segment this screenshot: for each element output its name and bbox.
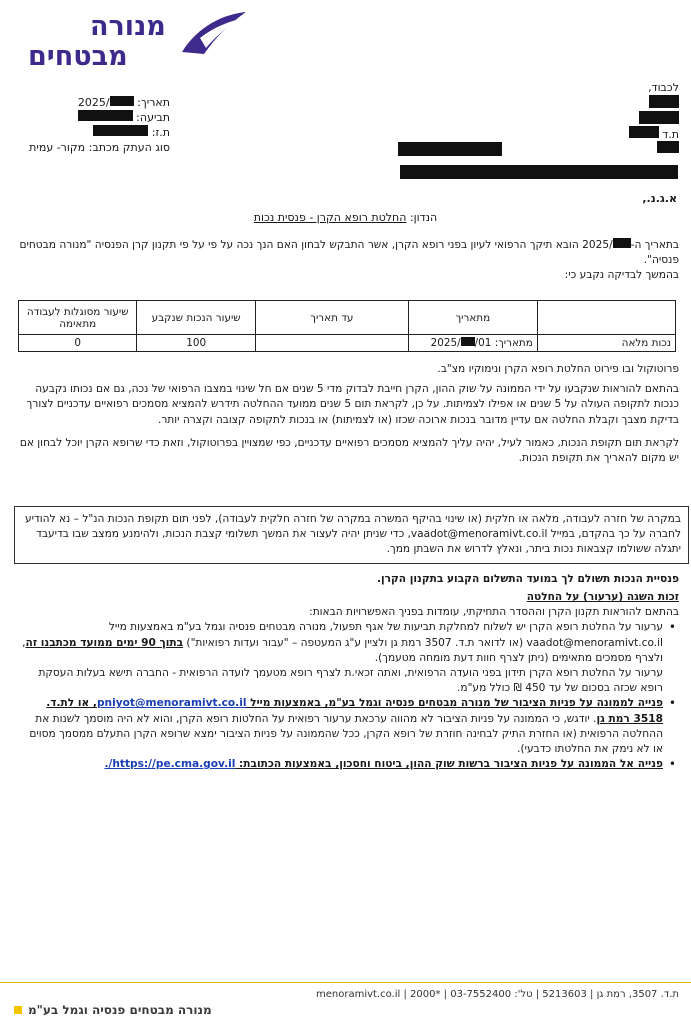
- logo-line-1: מנורה: [90, 11, 166, 42]
- recipient-pobox: [379, 126, 679, 141]
- redaction: [649, 95, 679, 108]
- id-label: ת.ז:: [151, 126, 170, 139]
- subject-label: הנדון:: [409, 211, 438, 224]
- redaction: [461, 337, 475, 346]
- intro-followup: בהמשך לבדיקה נקבע כי:: [564, 269, 679, 282]
- notice-text-2: , כדי שניתן יהיה לעצור את המשך תשלומי קצבת הנכות, ולהימנע ממצב שבו בדיעבד יתגלה ששולמו קצבאות נכות ביתר, ונאלץ לדרוש את השבתן ממך.: [36, 528, 681, 556]
- appeal-deadline: בתוך 90 ימים ממועד מכתבנו זה: [25, 636, 184, 649]
- footer-brand-mark: [14, 1006, 22, 1014]
- redaction: [629, 126, 659, 138]
- body-paragraphs: [18, 362, 679, 466]
- table-header-row: [19, 301, 676, 335]
- meta-date: [20, 95, 170, 110]
- from-year: /2025: [430, 337, 461, 349]
- table-cell-type: נכות מלאה: [537, 335, 675, 352]
- claim-label: תביעה:: [136, 111, 170, 124]
- logo-line-2: מבטחים: [28, 41, 128, 72]
- table-cell-rate: 100: [137, 335, 255, 352]
- table-header-cell: מתאריך: [408, 301, 537, 335]
- footer-company: מנורה מבטחים פנסיה וגמל בע"מ: [28, 1003, 212, 1017]
- instructions-paragraph: בהתאם להוראות שנקבעו על ידי הממונה על שוק ההון, הקרן חייבת לבדוק מדי 5 שנים אם חל שינוי במצבו הרפואי של נכה, גם אם נכותו נקבעה כנכות לתקופה העולה על 5 שנים או אפילו לצמיתות. על כן, לקראת תום 5 שנים ממועד ההחלטה תידרש להמציא מסמכים רפואיים עדכניים לצורך בדיקת מצבך וקבלת החלטה אם עדיין מדובר בנכות ארוכה שכזו (או לצמיתות) או בנכות לתקופה קצובה וקצרה יותר.: [26, 383, 679, 426]
- recipient-street: [379, 111, 679, 126]
- company-logo: [28, 8, 248, 78]
- table-header-cell: [537, 301, 675, 335]
- intro-text: בתאריך ה-: [630, 239, 679, 251]
- logo-swoosh-icon: [178, 8, 248, 58]
- appeal-options-list: [18, 620, 679, 772]
- protocol-paragraph: פרוטוקול ובו פירוט החלטת רופא הקרן ונימוקיו מצ"ב.: [437, 363, 679, 375]
- from-prefix: מתאריך: 01/: [474, 337, 533, 349]
- footer-divider: [0, 982, 691, 983]
- redaction: [93, 125, 148, 136]
- copy-type: סוג העתק מכתב: מקור- עמית: [29, 141, 170, 154]
- appeal-option-1-text: ערעור על החלטת רופא הקרן יש לשלוח למחלקת תביעות של אגף תפעול, מנורה מבטחים פנסיה וגמל בע"מ באמצעות מייל vaadot@menoramivt.co.il (או לדואר ת.ד. 3507 רמת גן ולציין ע"ג המעטפה – "עבור ועדות רפואיות"): [108, 621, 663, 649]
- table-header-cell: שיעור הנכות שנקבע: [137, 301, 255, 335]
- appeal-option-1-committee: ערעור על החלטת רופא הקרן תידון בפני הועדה הרפואית, ואתה זכאי.ת לצרף רופא מטעמך לועדה הרפואית - החברה תישא בעלות העסקת רופא שכזה בסכום של עד 450 ₪ כולל מע"מ.: [38, 667, 663, 695]
- redaction: [657, 141, 679, 153]
- end-period-paragraph: לקראת תום תקופת הנכות, כאמור לעיל, יהיה עליך להמציא מסמכים רפואיים עדכניים, כפי שמצויין בפרוטוקול, וזאת כדי שרופא הקרן יוכל לבחון אם יש מקום להאריך את תקופת הנכות.: [19, 436, 679, 465]
- intro-text-2: הובא תיקך הרפואי לעיון בפני רופא הקרן, אשר התבקש לבחון האם הנך נכה על פי על פי תקנון קרן הפנסיה "מנורה מבטחים פנסיה".: [19, 239, 679, 267]
- table-header-cell: עד תאריך: [255, 301, 408, 335]
- intro-paragraph: [18, 238, 679, 284]
- list-item: [18, 757, 663, 772]
- redaction: [639, 111, 679, 124]
- table-cell-capability: 0: [19, 335, 137, 352]
- pniyot-email-link[interactable]: pniyot@menoramivt.co.il: [96, 697, 247, 710]
- salutation: א.ג.נ.,: [642, 192, 677, 205]
- list-item: [18, 620, 663, 696]
- return-to-work-notice: [14, 506, 689, 564]
- redaction: [400, 165, 678, 179]
- notice-text: במקרה של חזרה לעבודה, מלאה או חלקית (או שינוי בהיקף המשרה במקרה של חזרה חלקית לעבודה), לפני תום תקופת הנכות הנ"ל – נא להודיע לחברה על כך בהקדם, במייל: [24, 513, 681, 541]
- appeal-option-2-body: . יודגש, כי הממונה על פניות הציבור לא מהווה ערכאת ערעור רפואית על החלטות רופא הקרן, והוא לא היה מוסמך לשנות את ההחלטה הרפואית (או החזרת התיק לבחינה חוזרת של רופא הקרן, ככל שהממונה על פניות הציבור ימצא שרופא הקרן התעלם ממסמך מסוים או לא נימק את החלטתו כדבעי).: [29, 712, 663, 756]
- cma-website-link[interactable]: https://pe.cma.gov.il/.: [104, 758, 236, 771]
- recipient-to: לכבוד,: [648, 81, 679, 94]
- redaction: [110, 96, 134, 106]
- redaction: [613, 238, 631, 248]
- meta-id: [20, 125, 170, 140]
- redaction: [398, 142, 502, 156]
- recipient-name: [379, 95, 679, 111]
- letter-meta: [20, 95, 170, 155]
- table-cell-until: [255, 335, 408, 352]
- appeal-section: [18, 590, 679, 772]
- date-label: תאריך:: [137, 96, 170, 109]
- footer-contact: ת.ד. 3507, רמת גן | 5213603 | טל': 03-7552400 | *2000 | menoramivt.co.il: [315, 989, 679, 1000]
- subject-line: [0, 210, 691, 225]
- table-cell-from: [408, 335, 537, 352]
- redaction: [78, 110, 133, 121]
- appeal-option-3-head: פנייה אל הממונה על פניות הציבור ברשות שוק ההון, ביטוח וחסכון, באמצעות הכתובת:: [235, 758, 663, 771]
- appeal-title: זכות השגה (ערעור) על החלטה: [526, 591, 679, 603]
- appeal-option-2-head: פנייה לממונה על פניות הציבור של מנורה מבטחים פנסיה וגמל בע"מ, באמצעות מייל: [246, 697, 663, 710]
- table-header-cell: שיעור מסוגלות לעבודה מתאימה: [19, 301, 137, 335]
- pobox-label: ת.ד: [662, 128, 679, 141]
- appeal-option-2-head-2: , או לת.ד. 3518 רמת גן: [46, 697, 663, 725]
- meta-claim: [20, 110, 170, 125]
- date-year: /2025: [77, 96, 110, 109]
- disability-table: [18, 300, 676, 352]
- list-item: [18, 696, 663, 757]
- notice-email-link[interactable]: vaadot@menoramivt.co.il: [410, 528, 548, 541]
- appeal-intro: בהתאם להוראות תקנון הקרן וההסדר התחיקתי, עומדות בפניך האפשרויות הבאות:: [309, 606, 679, 619]
- intro-year: /2025: [582, 239, 613, 251]
- subject-text: החלטת רופא הקרן - פנסית נכות: [253, 211, 407, 224]
- payment-statement: פנסיית הנכות תשולם לך במועד התשלום הקבוע בתקנון הקרן.: [376, 573, 679, 585]
- appeal-option-1-text-2: , ולצרף מסמכים מתאימים (ניתן לצרף חוות דעת מומחה מטעמך).: [22, 636, 663, 664]
- table-row: [19, 335, 676, 352]
